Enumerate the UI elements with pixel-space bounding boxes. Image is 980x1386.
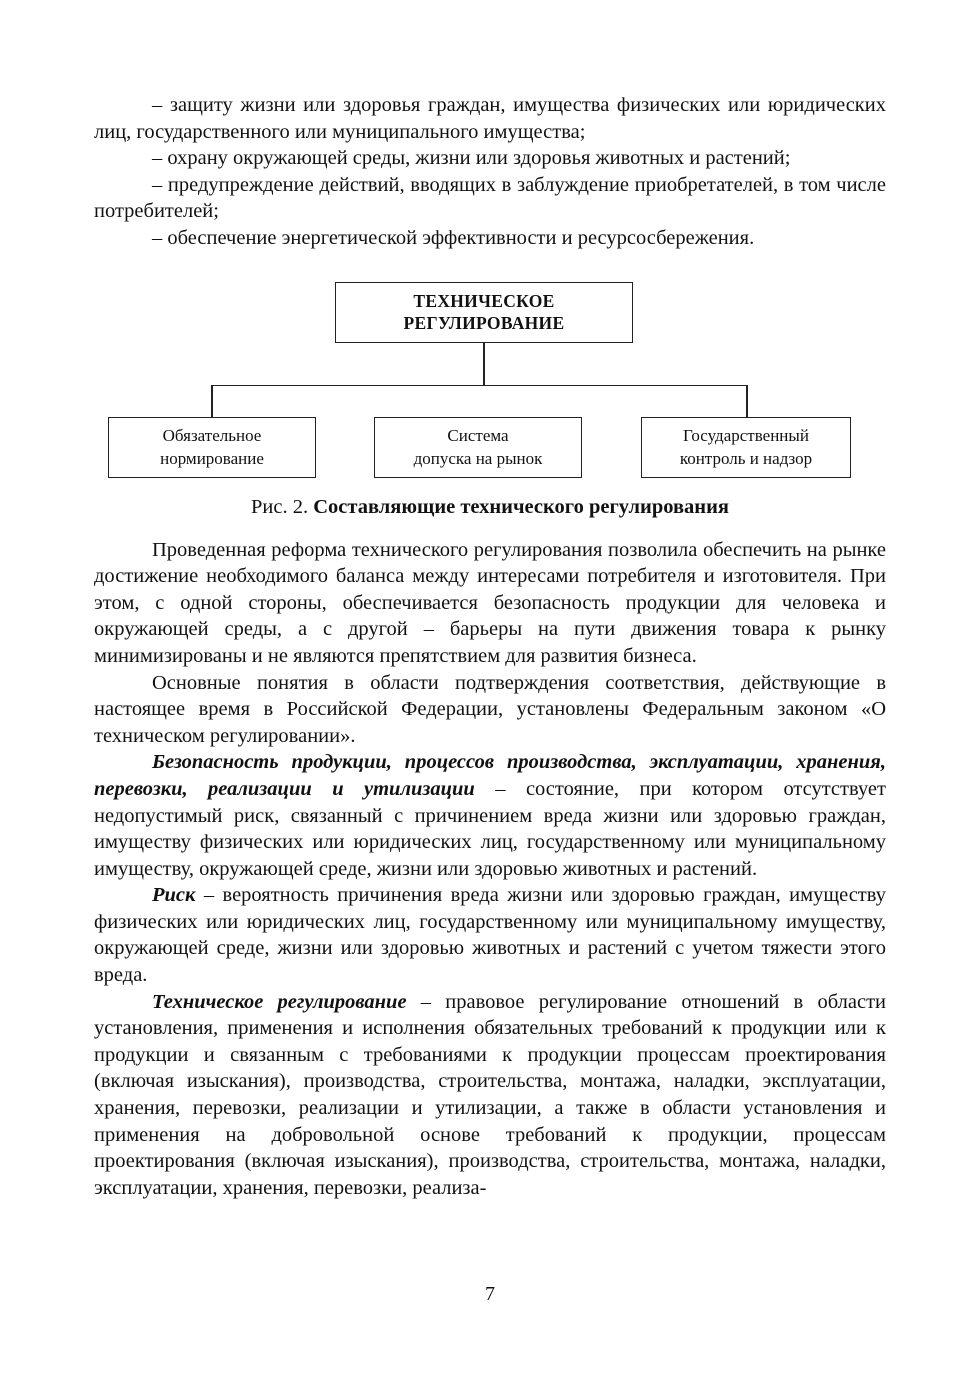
connector-vertical-main bbox=[483, 343, 485, 386]
box1-line1: Обязательное bbox=[162, 426, 262, 446]
definition-tech-regulation bbox=[94, 989, 886, 1202]
intro-item: – обеспечение энергетической эффективности и ресурсосбережения. bbox=[152, 226, 755, 249]
definition-term: Риск bbox=[152, 884, 196, 907]
definition-term: Техническое регулирование bbox=[152, 990, 407, 1013]
page-body bbox=[94, 92, 886, 1201]
diagram-root-box bbox=[335, 282, 633, 343]
intro-item: – защиту жизни или здоровья граждан, имущества физических или юридических лиц, государственного или муниципального имущества; bbox=[94, 94, 886, 143]
definition-risk bbox=[94, 882, 886, 988]
intro-item: – охрану окружающей среды, жизни или здоровья животных и растений; bbox=[152, 147, 791, 170]
box3-line1: Государственный bbox=[683, 426, 809, 446]
caption-prefix: Рис. 2. bbox=[251, 495, 309, 518]
page-number: 7 bbox=[485, 1283, 495, 1305]
paragraph-concepts: Основные понятия в области подтверждения соответствия, действующие в настоящее время в Российской Федерации, установлены Федеральным законом «О техническом регулировании». bbox=[94, 671, 886, 747]
connector-right bbox=[746, 385, 748, 417]
box2-line2: допуска на рынок bbox=[413, 449, 543, 469]
box1-line2: нормирование bbox=[160, 449, 264, 469]
diagram-box-market-access bbox=[374, 417, 582, 478]
box3-line2: контроль и надзор bbox=[679, 449, 813, 469]
definition-safety bbox=[94, 749, 886, 882]
diagram-box-mandatory-norming bbox=[108, 417, 316, 478]
diagram-box-state-control bbox=[641, 417, 851, 478]
definition-text: – состояние, при котором отсутствует недопустимый риск, связанный с причинением вреда жизни или здоровью граждан, имуществу физических или юридических лиц, государственному или муниципальному имуществу, окружающей среде, жизни или здоровью животных и растений. bbox=[94, 777, 886, 880]
figure-caption bbox=[94, 496, 886, 519]
connector-horizontal bbox=[211, 385, 747, 387]
diagram-root-line1: ТЕХНИЧЕСКОЕ bbox=[413, 291, 555, 312]
tech-regulation-diagram bbox=[94, 282, 886, 492]
paragraph-reform: Проведенная реформа технического регулирования позволила обеспечить на рынке достижение необходимого баланса между интересами потребителя и изготовителя. При этом, с одной стороны, обеспечивается безопасность продукции для человека и окружающей среды, а с другой – барьеры на пути движения товара к рынку минимизированы и не являются препятствием для развития бизнеса. bbox=[94, 538, 886, 667]
connector-left bbox=[211, 385, 213, 417]
caption-title: Составляющие технического регулирования bbox=[313, 495, 729, 518]
intro-item: – предупреждение действий, вводящих в заблуждение приобретателей, в том числе потребителей; bbox=[94, 173, 886, 223]
definition-term: Безопасность продукции, процессов производства, эксплуатации, хранения, перевозки, реализации и утилизации bbox=[94, 751, 886, 800]
definition-text: – правовое регулирование отношений в области установления, применения и исполнения обязательных требований к продукции или к продукции и связанным с требованиями к продукции процессам проектирования (включая изыскания), производства, строительства, монтажа, наладки, эксплуатации, хранения, перевозки, реализации и утилизации, а также в области установления и применения на добровольной основе требований к продукции, процессам проектирования (включая изыскания), производства, строительства, монтажа, наладки, эксплуатации, хранения, перевозки, реализа- bbox=[94, 990, 886, 1199]
definition-text: – вероятность причинения вреда жизни или здоровью граждан, имуществу физических или юридических лиц, государственному или муниципальному имуществу, окружающей среде, жизни или здоровью животных и растений с учетом тяжести этого вреда. bbox=[94, 884, 886, 987]
diagram-root-line2: РЕГУЛИРОВАНИЕ bbox=[403, 313, 565, 334]
box2-line1: Система bbox=[447, 426, 509, 446]
